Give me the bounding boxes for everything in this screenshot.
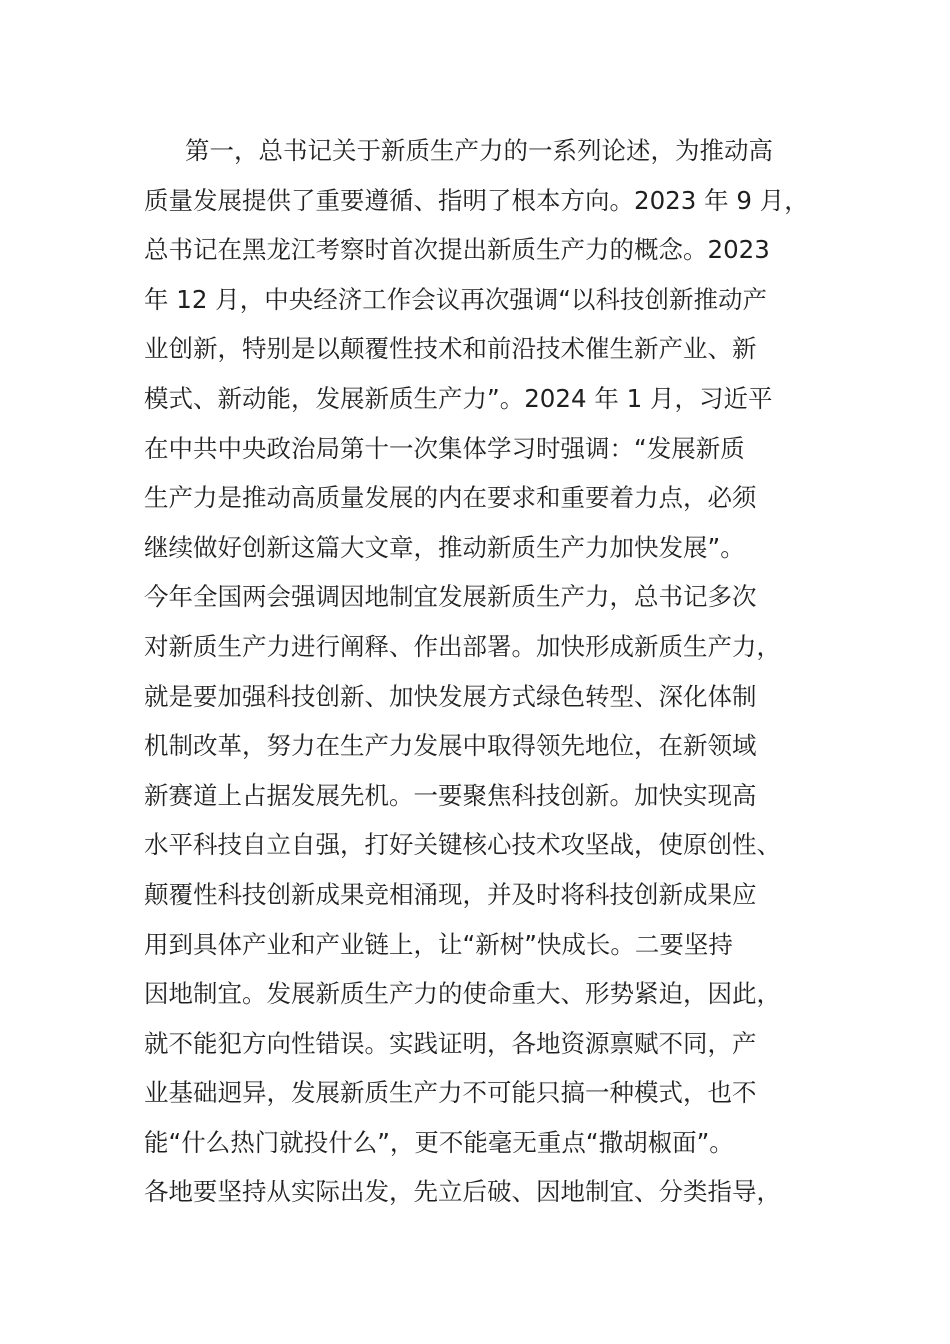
paragraph-line: 机制改革，努力在生产力发展中取得领先地位，在新领域 — [144, 731, 757, 761]
paragraph-line: 质量发展提供了重要遵循、指明了根本方向。2023 年 9 月， — [144, 185, 809, 215]
paragraph-line: 就是要加强科技创新、加快发展方式绿色转型、深化体制 — [144, 681, 757, 711]
paragraph-line: 因地制宜。发展新质生产力的使命重大、形势紧迫，因此， — [144, 979, 781, 1009]
paragraph-line: 业基础迥异，发展新质生产力不可能只搞一种模式，也不 — [144, 1078, 757, 1108]
paragraph-line: 总书记在黑龙江考察时首次提出新质生产力的概念。2023 — [144, 235, 770, 265]
paragraph-line: 模式、新动能，发展新质生产力”。2024 年 1 月，习近平 — [144, 383, 773, 413]
body-paragraph — [144, 126, 844, 1217]
paragraph-line: 水平科技自立自强，打好关键核心技术攻坚战，使原创性、 — [144, 830, 781, 860]
paragraph-line: 就不能犯方向性错误。实践证明，各地资源禀赋不同，产 — [144, 1028, 757, 1058]
paragraph-line: 继续做好创新这篇大文章，推动新质生产力加快发展”。 — [144, 532, 745, 562]
paragraph-line: 业创新，特别是以颠覆性技术和前沿技术催生新产业、新 — [144, 334, 757, 364]
paragraph-line: 今年全国两会强调因地制宜发展新质生产力，总书记多次 — [144, 582, 757, 612]
paragraph-line: 生产力是推动高质量发展的内在要求和重要着力点，必须 — [144, 483, 757, 513]
paragraph-line: 在中共中央政治局第十一次集体学习时强调：“发展新质 — [144, 433, 745, 463]
paragraph-line: 各地要坚持从实际出发，先立后破、因地制宜、分类指导， — [144, 1177, 781, 1207]
paragraph-line: 对新质生产力进行阐释、作出部署。加快形成新质生产力， — [144, 631, 781, 661]
paragraph-line: 年 12 月，中央经济工作会议再次强调“以科技创新推动产 — [144, 284, 767, 314]
paragraph-line: 第一，总书记关于新质生产力的一系列论述，为推动高 — [185, 136, 773, 165]
paragraph-line: 用到具体产业和产业链上，让“新树”快成长。二要坚持 — [144, 929, 733, 959]
paragraph-line: 能“什么热门就投什么”，更不能毫无重点“撒胡椒面”。 — [144, 1127, 734, 1157]
paragraph-line: 新赛道上占据发展先机。一要聚焦科技创新。加快实现高 — [144, 780, 757, 810]
paragraph-line: 颠覆性科技创新成果竞相涌现，并及时将科技创新成果应 — [144, 879, 757, 909]
